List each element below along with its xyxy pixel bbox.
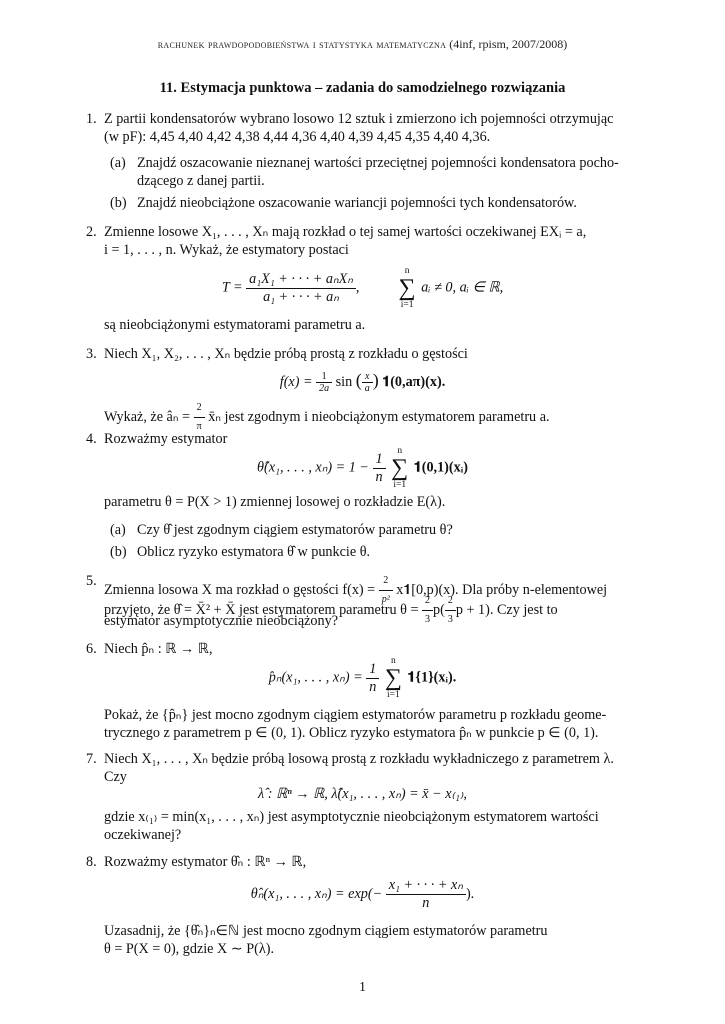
problem-line: parametru θ = P(X > 1) zmiennej losowej o rozkładzie E(λ). <box>104 494 446 510</box>
text-part: przyjęto, że θ̂ = X̄² + X̄ jest estymatorem parametru θ = <box>104 601 423 618</box>
header-course: rachunek prawdopodobieństwa i statystyka matematyczna <box>157 37 447 51</box>
formula-lhs: θ̂ₙ(x₁, . . . , xₙ) = exp(− <box>250 885 383 902</box>
problem-text <box>104 572 656 630</box>
sub-label: (b) <box>110 195 127 211</box>
problem-line: θ = P(X = 0), gdzie X ∼ P(λ). <box>104 941 275 957</box>
problem-text <box>104 706 656 742</box>
problem-line: Czy <box>104 769 127 785</box>
page-header <box>0 37 725 52</box>
problem-line: oczekiwanej? <box>104 827 182 843</box>
text-part: Wykaż, że â <box>104 408 173 425</box>
sum-upper: n <box>391 656 396 666</box>
formula-lhs: p̂ₙ(x₁, . . . , xₙ) = <box>268 669 363 686</box>
denominator: a <box>364 383 370 395</box>
numerator: 2 <box>194 399 205 418</box>
problem-line: Rozważmy estymator <box>104 431 228 447</box>
header-info: (4inf, rpism, 2007/2008) <box>449 37 568 51</box>
sum-lower: i=1 <box>393 480 407 490</box>
denominator: a₁ + · · · + aₙ <box>263 288 339 305</box>
fraction <box>246 271 356 306</box>
problem-line: Niech X₁, . . . , Xₙ będzie próbą losową prostą z rozkładu wykładniczego z parametrem λ. <box>104 751 614 767</box>
problem-number: 4. <box>86 431 97 447</box>
problem-line: Niech p̂ₙ : ℝ → ℝ, <box>104 641 213 657</box>
problem-line: i = 1, . . . , n. Wykaż, że estymatory postaci <box>104 242 349 258</box>
numerator: 2 <box>422 592 433 611</box>
problem-line: Niech X₁, X₂, . . . , Xₙ będzie próbą prostą z rozkładu o gęstości <box>104 346 468 362</box>
indicator-function: 𝟏{1}(xᵢ). <box>407 669 457 686</box>
problem-text <box>104 922 656 958</box>
numerator: 1 <box>316 371 332 383</box>
numerator: x <box>362 371 373 383</box>
sin-function: sin <box>335 374 353 390</box>
problem-line: estymator asymptotycznie nieobciążony? <box>104 613 339 629</box>
formula-lambda-hat: λ̂ : ℝⁿ → ℝ, λ̂(x₁, . . . , xₙ) = x̄ − x₍₁₎, <box>258 786 467 802</box>
problem-line: (w pF): 4,45 4,40 4,42 4,38 4,44 4,36 4,40 4,39 4,45 4,35 4,40 4,36. <box>104 129 491 145</box>
formula-lhs: T = <box>221 279 243 296</box>
formula-theta-hat <box>0 446 725 490</box>
text-part: jest zgodnym i nieobciążonym estymatorem parametru a. <box>220 408 550 425</box>
numerator: 1 <box>373 451 386 469</box>
formula-lhs: f(x) = <box>279 374 313 390</box>
problem-line: Uzasadnij, że {θ̂ₙ}ₙ∈ℕ jest mocno zgodnym ciągiem estymatorów parametru <box>104 923 548 939</box>
sub-text <box>137 154 656 190</box>
denominator: n <box>375 468 383 485</box>
problem-number: 8. <box>86 854 97 870</box>
text-part: x̄ₙ <box>204 408 221 425</box>
formula-lhs: θ̂(x₁, . . . , xₙ) = 1 − <box>257 459 369 476</box>
sum-symbol <box>399 266 416 310</box>
page-number: 1 <box>359 980 366 995</box>
numerator: 2 <box>445 592 456 611</box>
problem-number: 1. <box>86 111 97 127</box>
fraction <box>362 371 373 394</box>
denominator: n <box>369 678 377 695</box>
numerator: a₁X₁ + · · · + aₙXₙ <box>246 271 356 289</box>
problem-number: 6. <box>86 641 97 657</box>
fraction <box>422 592 433 629</box>
denominator: 3 <box>447 614 453 625</box>
sum-lower: i=1 <box>400 300 414 310</box>
fraction <box>316 371 332 394</box>
fraction <box>445 592 456 629</box>
sigma-glyph: ∑ <box>398 275 416 301</box>
sum-upper: n <box>397 446 403 456</box>
sub-line: dzącego z danej partii. <box>137 173 265 189</box>
fraction <box>373 451 386 486</box>
problem-number: 2. <box>86 224 97 240</box>
denominator: p² <box>381 594 390 605</box>
sub-label: (b) <box>110 544 127 560</box>
denominator: n <box>422 895 430 911</box>
indicator-function: 𝟏(0,aπ)(x). <box>382 374 446 390</box>
formula-density-sin: f(x) = $\frac{1}{2a}$ sin ( $\frac{x}{a}$ ) 𝟏(0,aπ)(x). <box>279 370 446 395</box>
text-part: ₙ = <box>172 408 194 425</box>
problem-text <box>104 750 656 786</box>
problem-line: Pokaż, że {p̂ₙ} jest mocno zgodnym ciągiem estymatorów parametru p rozkładu geome- <box>104 707 607 723</box>
formula-estimator-t <box>0 266 725 310</box>
formula-close: ). <box>465 885 475 902</box>
formula-comma: , <box>355 279 360 296</box>
sub-line: Znajdź oszacowanie nieznanej wartości przeciętnej pojemności kondensatora pocho- <box>137 155 619 171</box>
denominator: 3 <box>425 614 431 625</box>
problem-text <box>104 110 656 146</box>
numerator: 1 <box>366 661 379 679</box>
problem-number: 3. <box>86 346 97 362</box>
problem-line: Z partii kondensatorów wybrano losowo 12 sztuk i zmierzono ich pojemności otrzymując <box>104 111 614 127</box>
text-part: x𝟏[0,p)(x). Dla próby n-elementowej <box>392 581 608 598</box>
fraction <box>366 661 379 696</box>
sub-label: (a) <box>110 155 126 171</box>
text-part: Zmienna losowa X ma rozkład o gęstości f(x) = <box>104 581 379 598</box>
denominator: 2a <box>319 383 330 395</box>
problem-line: Zmienne losowe X₁, . . . , Xₙ mają rozkład o tej samej wartości oczekiwanej EXᵢ = a, <box>104 224 587 240</box>
problem-line <box>104 572 656 605</box>
sum-lower: i=1 <box>387 690 400 700</box>
sigma-glyph: ∑ <box>391 455 409 481</box>
formula-theta-n-hat <box>0 877 725 912</box>
problem-line: gdzie x₍₁₎ = min(x₁, . . . , xₙ) jest asymptotycznie nieobciążonym estymatorem wartości <box>104 809 599 825</box>
indicator-function: 𝟏(0,1)(xᵢ) <box>413 459 468 476</box>
problem-line: trycznego z parametrem p ∈ (0, 1). Oblicz ryzyko estymatora p̂ₙ w punkcie p ∈ (0, 1). <box>104 725 599 741</box>
sub-text: Oblicz ryzyko estymatora θ̂ w punkcie θ. <box>137 544 371 560</box>
problem-line: Rozważmy estymator θ̂ₙ : ℝⁿ → ℝ, <box>104 854 307 870</box>
problem-number: 5. <box>86 573 97 589</box>
sub-label: (a) <box>110 522 126 538</box>
formula-condition: aᵢ ≠ 0, aᵢ ∈ ℝ, <box>421 279 504 296</box>
sum-symbol <box>391 446 408 490</box>
sum-symbol <box>385 656 402 700</box>
fraction <box>386 877 466 912</box>
problem-line: są nieobciążonymi estymatorami parametru a. <box>104 317 366 333</box>
problem-text <box>104 808 656 844</box>
denominator: π <box>196 421 202 432</box>
page-title: 11. Estymacja punktowa – zadania do samodzielnego rozwiązania <box>159 80 566 96</box>
text-part: p + 1). Czy jest to <box>455 601 558 618</box>
sigma-glyph: ∑ <box>384 665 402 691</box>
sub-text: Znajdź nieobciążone oszacowanie wariancji pojemności tych kondensatorów. <box>137 195 577 211</box>
sum-upper: n <box>404 266 410 276</box>
formula-p-hat <box>0 656 725 700</box>
numerator: 2 <box>379 572 393 591</box>
numerator: x₁ + · · · + xₙ <box>386 877 466 895</box>
sub-text: Czy θ̂ jest zgodnym ciągiem estymatorów parametru θ? <box>137 522 453 538</box>
problem-text <box>104 223 656 259</box>
problem-number: 7. <box>86 751 97 767</box>
text-part: p( <box>433 601 445 618</box>
